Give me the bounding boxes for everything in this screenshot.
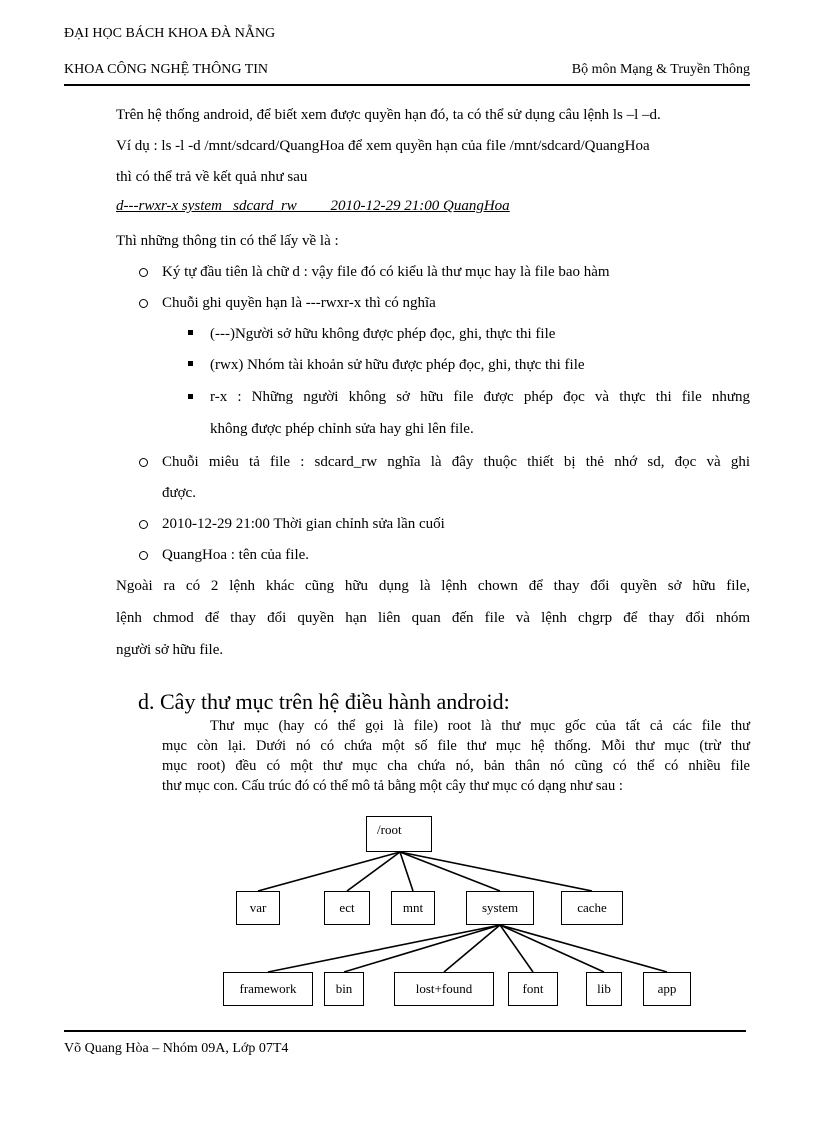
footer-rule [64,1030,746,1032]
list-item-continued: được. [162,485,196,501]
tree-node-app: app [643,972,691,1006]
tree-node-lost-found: lost+found [394,972,494,1006]
tree-node-bin: bin [324,972,364,1006]
section-heading: d. Cây thư mục trên hệ điều hành android: [138,689,510,714]
paragraph-line: thư mục con. Cấu trúc đó có thể mô tả bằng một cây thư mục có dạng như sau : [162,778,623,794]
edge-root-ect [347,852,400,891]
paragraph-line: Trên hệ thống android, để biết xem được quyền hạn đó, ta có thể sử dụng câu lệnh ls –l –d. [116,107,661,123]
header-university: ĐẠI HỌC BÁCH KHOA ĐÀ NẴNG [64,26,276,41]
tree-node-var: var [236,891,280,925]
paragraph-line: lệnh chmod để thay đổi quyền hạn liên quan đến file và lệnh chgrp để thay đổi nhóm [116,610,750,626]
paragraph-line: Ví dụ : ls -l -d /mnt/sdcard/QuangHoa để xem quyền hạn của file /mnt/sdcard/QuangHoa [116,138,650,154]
tree-node-framework: framework [223,972,313,1006]
list-item: Ký tự đầu tiên là chữ d : vậy file đó có kiểu là thư mục hay là file bao hàm [162,264,610,280]
tree-node-mnt: mnt [391,891,435,925]
header-faculty: KHOA CÔNG NGHỆ THÔNG TIN [64,62,269,77]
tree-node-system: system [466,891,534,925]
edge-system-bin [344,925,500,972]
paragraph-line: mục root) đều có một thư mục cha chứa nó, bản thân nó cũng có thể có nhiều file [162,758,750,774]
tree-node-ect: ect [324,891,370,925]
tree-node-font: font [508,972,558,1006]
tree-node-lib: lib [586,972,622,1006]
list-item: Chuỗi miêu tả file : sdcard_rw nghĩa là đây thuộc thiết bị thẻ nhớ sd, đọc và ghi [162,454,750,470]
sub-list-item: r-x : Những người không sở hữu file được phép đọc và thực thi file nhưng [210,389,750,405]
edge-system-app [500,925,667,972]
sub-list-item-continued: không được phép chỉnh sửa hay ghi lên file. [210,421,474,437]
edge-system-framework [268,925,500,972]
header-department: Bộ môn Mạng & Truyền Thông [571,62,750,77]
list-item: 2010-12-29 21:00 Thời gian chỉnh sửa lần cuối [162,516,445,532]
example-output: d---rwxr-x system sdcard_rw 2010-12-29 21:00 QuangHoa [116,198,510,214]
tree-node-root: /root [366,816,432,852]
edge-root-system [400,852,500,891]
paragraph-line: thì có thể trả về kết quả như sau [116,169,308,185]
sub-list-item: (---)Người sở hữu không được phép đọc, ghi, thực thi file [210,326,556,342]
edge-root-mnt [400,852,413,891]
edge-root-var [258,852,400,891]
paragraph-line: Ngoài ra có 2 lệnh khác cũng hữu dụng là lệnh chown để thay đổi quyền sở hữu file, [116,578,750,594]
paragraph-line: mục còn lại. Dưới nó có chứa một số file thư mục hệ thống. Mỗi thư mục (trừ thư [162,738,750,754]
sub-list-item: (rwx) Nhóm tài khoản sử hữu được phép đọc, ghi, thực thi file [210,357,585,373]
list-item: QuangHoa : tên của file. [162,547,310,563]
paragraph-line: người sở hữu file. [116,642,224,658]
footer-author: Võ Quang Hòa – Nhóm 09A, Lớp 07T4 [64,1041,289,1056]
list-item: Chuỗi ghi quyền hạn là ---rwxr-x thì có nghĩa [162,295,436,311]
edge-root-cache [400,852,592,891]
edge-system-lostfound [444,925,500,972]
paragraph-line: Thư mục (hay có thể gọi là file) root là thư mục gốc của tất cả các file thư [210,718,750,734]
tree-node-cache: cache [561,891,623,925]
paragraph-line: Thì những thông tin có thể lấy về là : [116,233,339,249]
